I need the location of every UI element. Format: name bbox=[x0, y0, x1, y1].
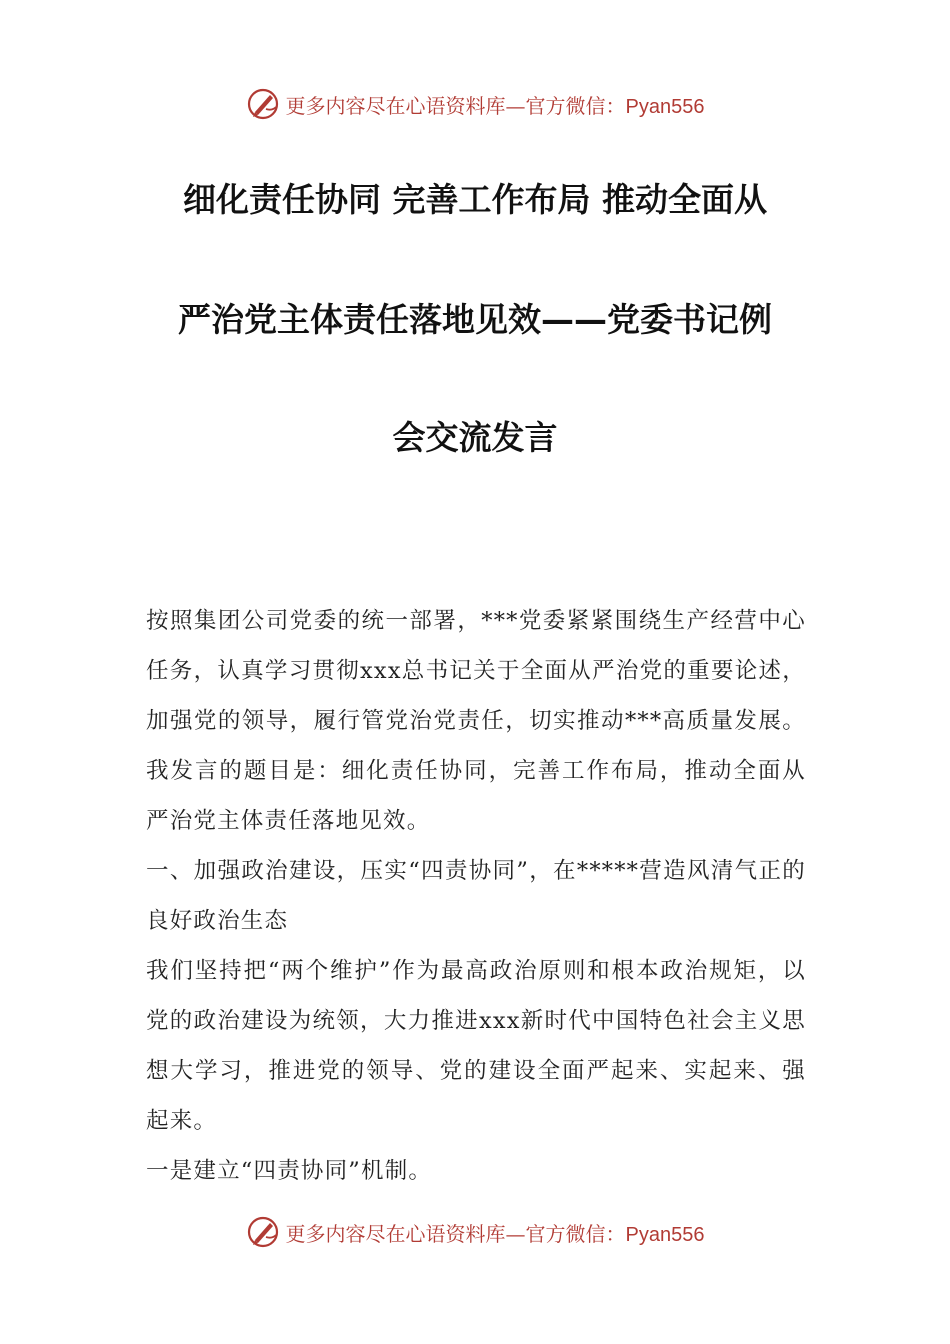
pen-logo-icon bbox=[246, 87, 280, 121]
header-wechat-id: Pyan556 bbox=[625, 95, 705, 118]
header-banner-text bbox=[286, 90, 705, 119]
document-title-line-2: 严治党主体责任落地见效——党委书记例 bbox=[178, 300, 772, 339]
body-paragraph-2: 我们坚持把“两个维护”作为最高政治原则和根本政治规矩，以党的政治建设为统领，大力推进xxx新时代中国特色社会主义思想大学习，推进党的领导、党的建设全面严起来、实起来、强起来。 bbox=[146, 958, 806, 1134]
footer-banner-label: 更多内容尽在心语资料库—官方微信： bbox=[285, 1221, 626, 1246]
document-body bbox=[146, 596, 806, 1196]
document-title-line-1: 细化责任协同 完善工作布局 推动全面从 bbox=[183, 180, 767, 219]
body-paragraph-intro: 按照集团公司党委的统一部署，***党委紧紧围绕生产经营中心任务，认真学习贯彻xxx总书记关于全面从严治党的重要论述，加强党的领导，履行管党治党责任，切实推动***高质量发展。我发言的题目是：细化责任协同，完善工作布局，推动全面从严治党主体责任落地见效。 bbox=[146, 608, 806, 834]
footer-banner-text bbox=[286, 1218, 705, 1247]
document-title-line-3: 会交流发言 bbox=[392, 418, 558, 457]
section-heading-1: 一、加强政治建设，压实“四责协同”，在*****营造风清气正的良好政治生态 bbox=[146, 858, 806, 934]
pen-logo-icon bbox=[246, 1215, 280, 1249]
footer-banner bbox=[0, 1212, 950, 1252]
body-paragraph-3: 一是建立“四责协同”机制。 bbox=[146, 1158, 433, 1184]
header-banner-label: 更多内容尽在心语资料库—官方微信： bbox=[285, 93, 626, 118]
footer-wechat-id: Pyan556 bbox=[625, 1223, 705, 1246]
header-banner bbox=[0, 84, 950, 124]
